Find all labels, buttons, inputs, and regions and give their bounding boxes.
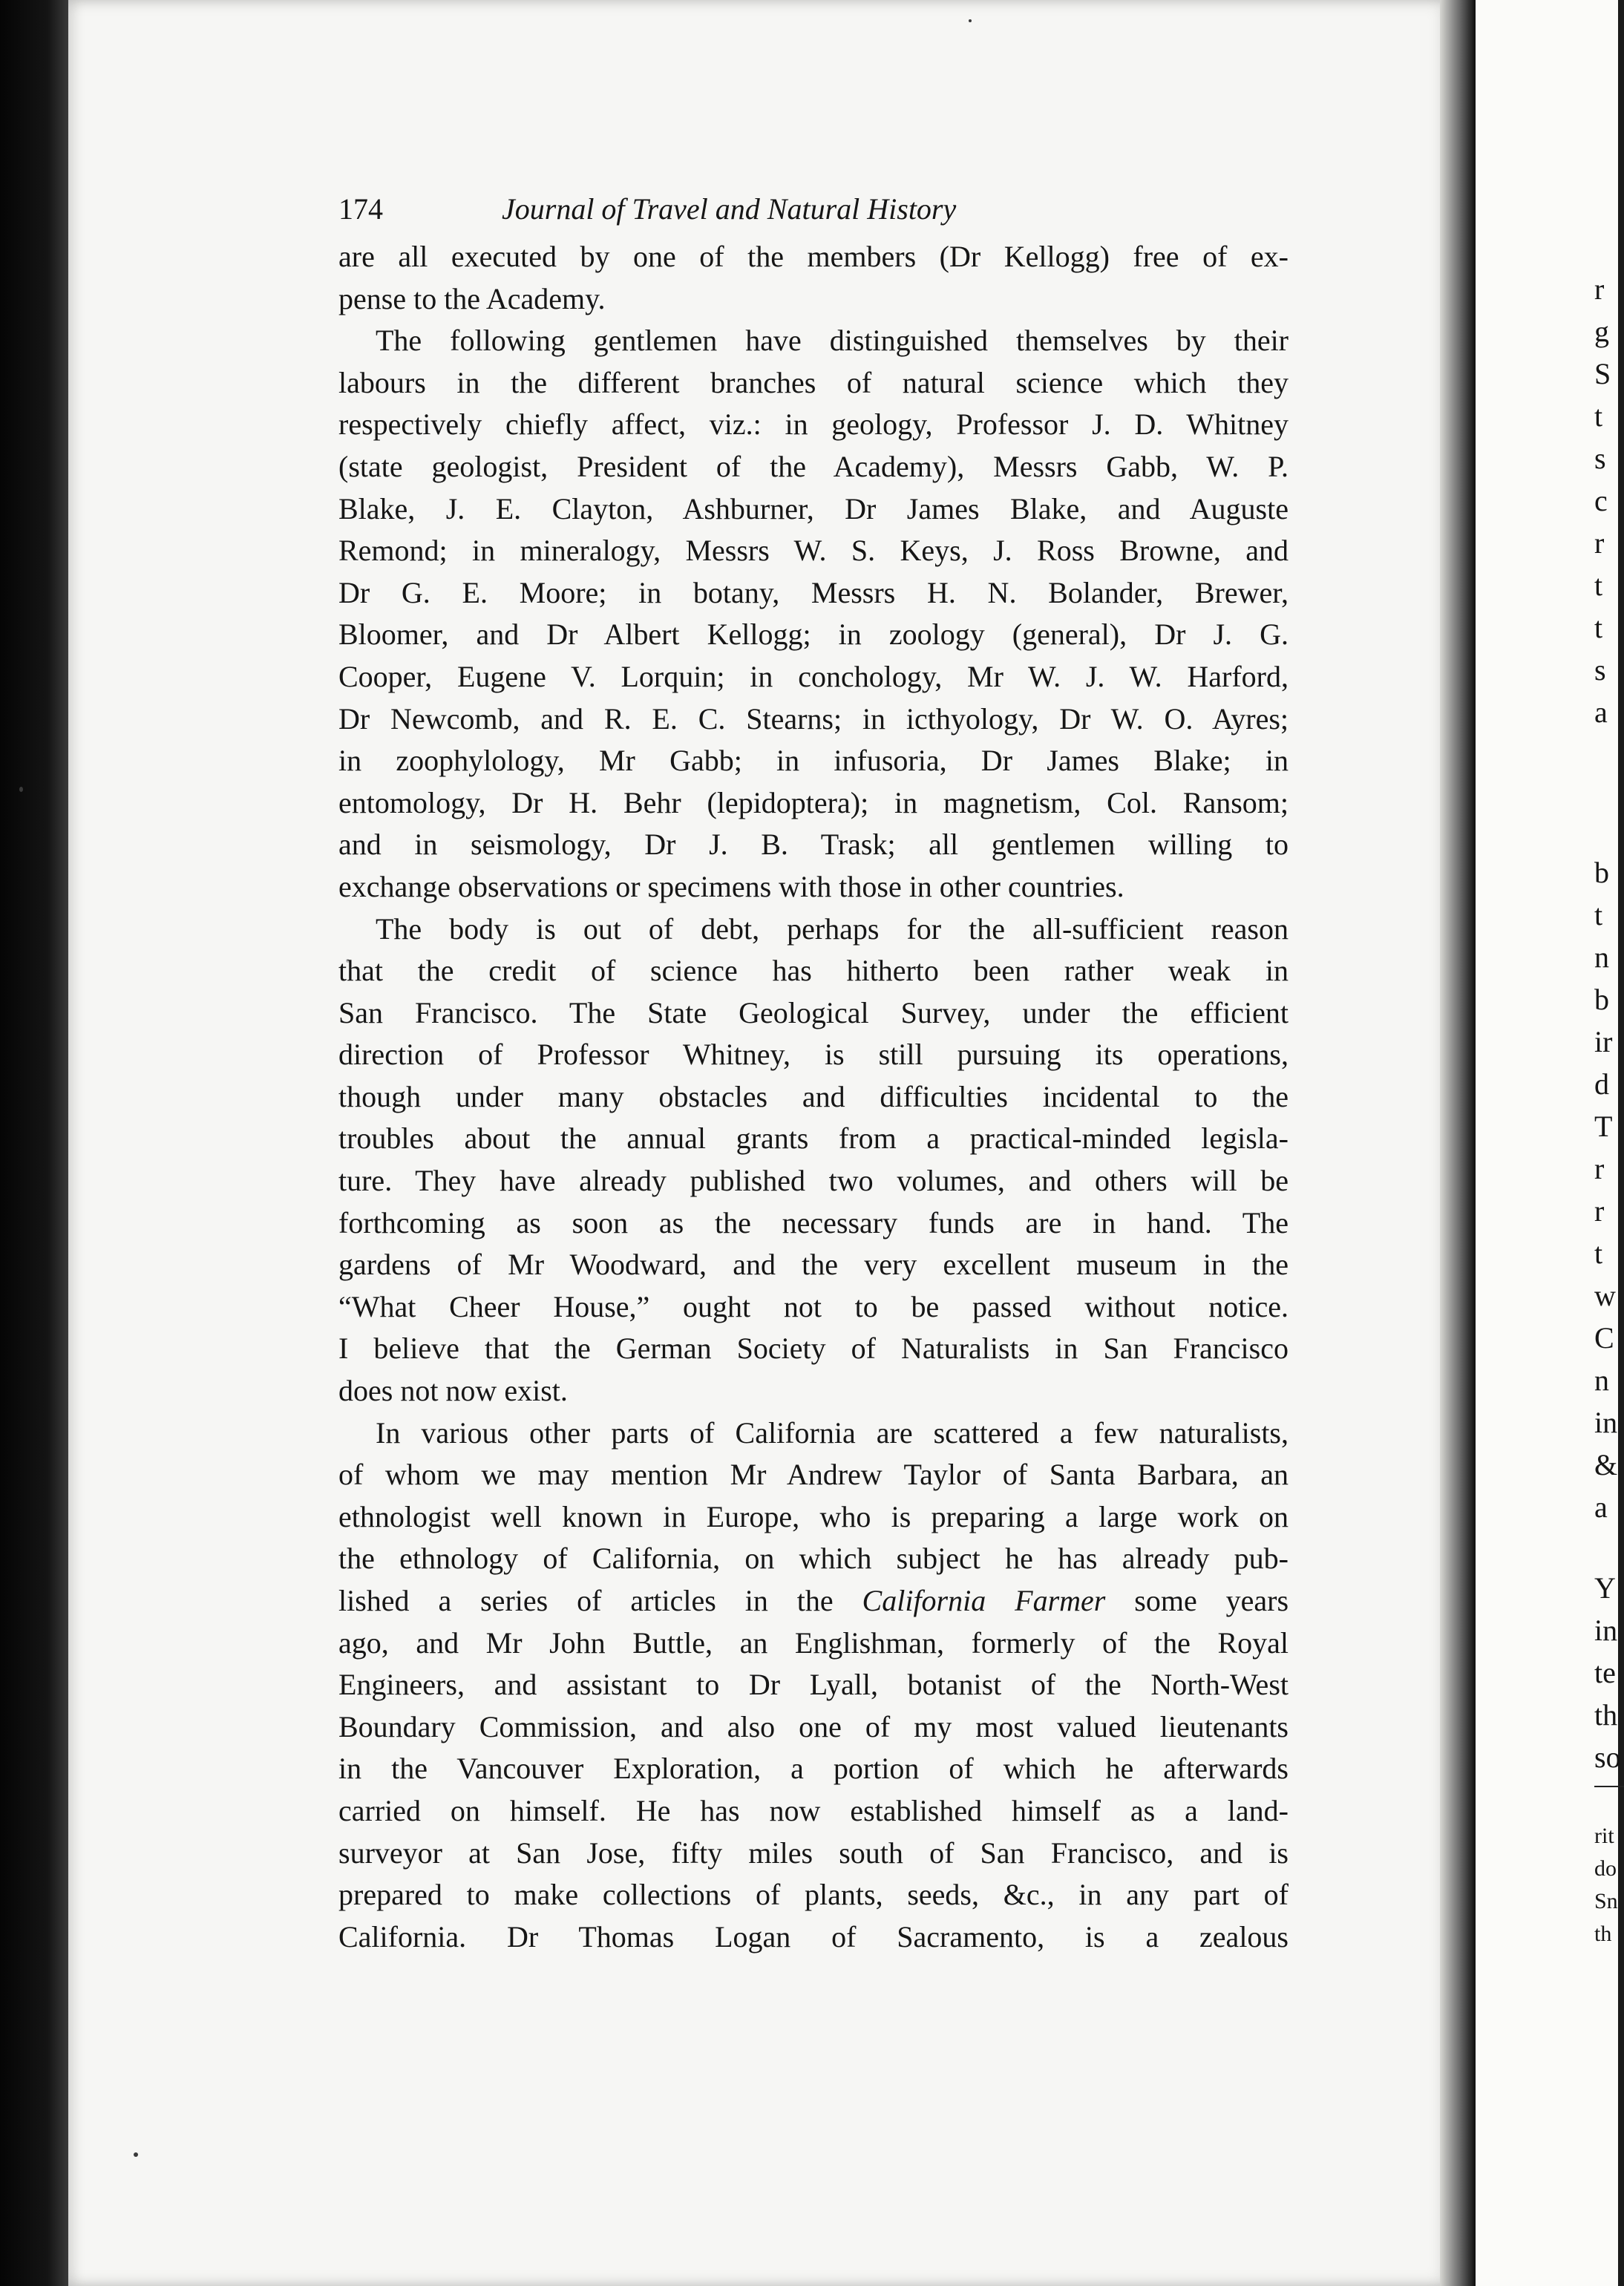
facing-page-fragment: b: [1594, 856, 1609, 889]
facing-page-fragment: Sn: [1594, 1889, 1618, 1913]
text-line: “What Cheer House,” ought not to be passed without notice.: [338, 1289, 1289, 1323]
text-line: Blake, J. E. Clayton, Ashburner, Dr James Blake, and Auguste: [338, 491, 1289, 525]
text-line: I believe that the German Society of Naturalists in San Francisco: [338, 1332, 1289, 1366]
facing-page-fragment: g: [1594, 315, 1609, 348]
facing-page-fragment: a: [1594, 695, 1608, 729]
facing-page-fragment: rit: [1594, 1824, 1614, 1848]
text-line: of whom we may mention Mr Andrew Taylor of Santa Barbara, an: [338, 1458, 1289, 1492]
facing-page-fragment: do: [1594, 1856, 1617, 1881]
text-line: direction of Professor Whitney, is still pursuing its operations,: [338, 1038, 1289, 1072]
text-line: lished a series of articles in the California Farmer some years: [338, 1584, 1289, 1617]
text-line: and in seismology, Dr J. B. Trask; all gentlemen willing to: [338, 828, 1289, 862]
facing-page-fragment: in: [1594, 1614, 1618, 1647]
text-line: California. Dr Thomas Logan of Sacramento, is a zealous: [338, 1919, 1289, 1953]
text-line: Cooper, Eugene V. Lorquin; in conchology, Mr W. J. W. Harford,: [338, 659, 1289, 693]
page-header: [338, 189, 1289, 230]
facing-page-fragment: ir: [1594, 1025, 1613, 1058]
text-line: The body is out of debt, perhaps for the all-sufficient reason: [376, 911, 1289, 946]
italic-title: California Farmer: [862, 1584, 1106, 1617]
text-line: in zoophylology, Mr Gabb; in infusoria, Dr James Blake; in: [338, 744, 1289, 778]
text-line: ethnologist well known in Europe, who is preparing a large work on: [338, 1499, 1289, 1533]
facing-page-fragment: n: [1594, 1363, 1609, 1397]
text-line: Boundary Commission, and also one of my most valued lieutenants: [338, 1709, 1289, 1743]
text-line: troubles about the annual grants from a practical-minded legisla-: [338, 1121, 1289, 1156]
text-line: Dr Newcomb, and R. E. C. Stearns; in icthyology, Dr W. O. Ayres;: [338, 701, 1289, 736]
facing-page-fragment: th: [1594, 1698, 1618, 1732]
facing-page-fragment: t: [1594, 1237, 1603, 1270]
facing-page-fragment: T: [1594, 1110, 1613, 1143]
text-line: entomology, Dr H. Behr (lepidoptera); in magnetism, Col. Ransom;: [338, 785, 1289, 819]
text-line: does not now exist.: [338, 1374, 568, 1408]
facing-page-fragment: in: [1594, 1406, 1618, 1439]
text-line: Dr G. E. Moore; in botany, Messrs H. N. Bolander, Brewer,: [338, 575, 1289, 609]
facing-page-fragment: r: [1594, 526, 1605, 560]
footnote-rule: [1594, 1786, 1624, 1787]
text-line: San Francisco. The State Geological Survey, under the efficient: [338, 995, 1289, 1029]
facing-page-fragment: Y: [1594, 1571, 1616, 1605]
facing-page-fragment: t: [1594, 898, 1603, 931]
page-number: 174: [338, 192, 383, 226]
facing-page-fragment: r: [1594, 1152, 1605, 1185]
facing-page-fragment: S: [1594, 357, 1611, 390]
text-line: are all executed by one of the members (Dr Kellogg) free of ex-: [338, 240, 1289, 273]
text-line: though under many obstacles and difficulties incidental to the: [338, 1079, 1289, 1113]
facing-page-fragment: b: [1594, 983, 1609, 1016]
text-line: carried on himself. He has now established himself as a land-: [338, 1793, 1289, 1827]
scan-speck: [969, 19, 972, 22]
scan-edge: [0, 0, 68, 2286]
text-line: The following gentlemen have distinguished themselves by their: [376, 324, 1289, 358]
facing-page-fragment: t: [1594, 399, 1603, 433]
body-text: [338, 236, 1289, 1958]
facing-page-fragment: th: [1594, 1922, 1612, 1946]
facing-page-fragment: C: [1594, 1321, 1614, 1355]
text-line: in the Vancouver Exploration, a portion of which he afterwards: [338, 1752, 1289, 1786]
text-line: gardens of Mr Woodward, and the very excellent museum in the: [338, 1248, 1289, 1282]
facing-page-fragment: t: [1594, 611, 1603, 644]
facing-page-fragment: te: [1594, 1656, 1616, 1689]
text-line: Engineers, and assistant to Dr Lyall, botanist of the North-West: [338, 1668, 1289, 1702]
running-title: Journal of Travel and Natural History: [502, 192, 957, 226]
facing-page-fragment: r: [1594, 1194, 1605, 1228]
facing-page-fragment: s: [1594, 442, 1606, 475]
facing-page-fragment: s: [1594, 653, 1606, 687]
text-line: ture. They have already published two volumes, and others will be: [338, 1164, 1289, 1198]
scan-speck: [134, 2152, 138, 2157]
facing-page-fragment: w: [1594, 1279, 1616, 1312]
scan-speck: [19, 787, 23, 792]
facing-page-fragment: t: [1594, 569, 1603, 602]
facing-page-fragment: r: [1594, 272, 1605, 306]
facing-page-fragment: a: [1594, 1490, 1608, 1524]
text-line: forthcoming as soon as the necessary funds are in hand. The: [338, 1205, 1289, 1239]
text-line: pense to the Academy.: [338, 281, 606, 315]
text-line: that the credit of science has hitherto been rather weak in: [338, 954, 1289, 988]
text-line: Remond; in mineralogy, Messrs W. S. Keys, J. Ross Browne, and: [338, 534, 1289, 568]
text-line: exchange observations or specimens with those in other countries.: [338, 869, 1124, 903]
text-line: Bloomer, and Dr Albert Kellogg; in zoology (general), Dr J. G.: [338, 618, 1289, 652]
text-line: the ethnology of California, on which subject he has already pub-: [338, 1542, 1289, 1576]
facing-page-fragment: so: [1594, 1740, 1621, 1774]
text-line: surveyor at San Jose, fifty miles south of San Francisco, and is: [338, 1835, 1289, 1870]
facing-page-fragment: d: [1594, 1067, 1609, 1101]
text-line: In various other parts of California are scattered a few naturalists,: [376, 1415, 1289, 1450]
text-line: respectively chiefly affect, viz.: in geology, Professor J. D. Whitney: [338, 407, 1289, 442]
facing-page-fragment: c: [1594, 484, 1608, 517]
text-line: prepared to make collections of plants, seeds, &c., in any part of: [338, 1878, 1289, 1912]
facing-page-fragment: &: [1594, 1448, 1618, 1481]
page-text: [338, 189, 1289, 1958]
text-line: ago, and Mr John Buttle, an Englishman, formerly of the Royal: [338, 1625, 1289, 1660]
text-line: labours in the different branches of natural science which they: [338, 365, 1289, 399]
text-line: (state geologist, President of the Academy), Messrs Gabb, W. P.: [338, 449, 1289, 483]
book-gutter: [1440, 0, 1476, 2286]
facing-page-fragment: n: [1594, 940, 1609, 974]
